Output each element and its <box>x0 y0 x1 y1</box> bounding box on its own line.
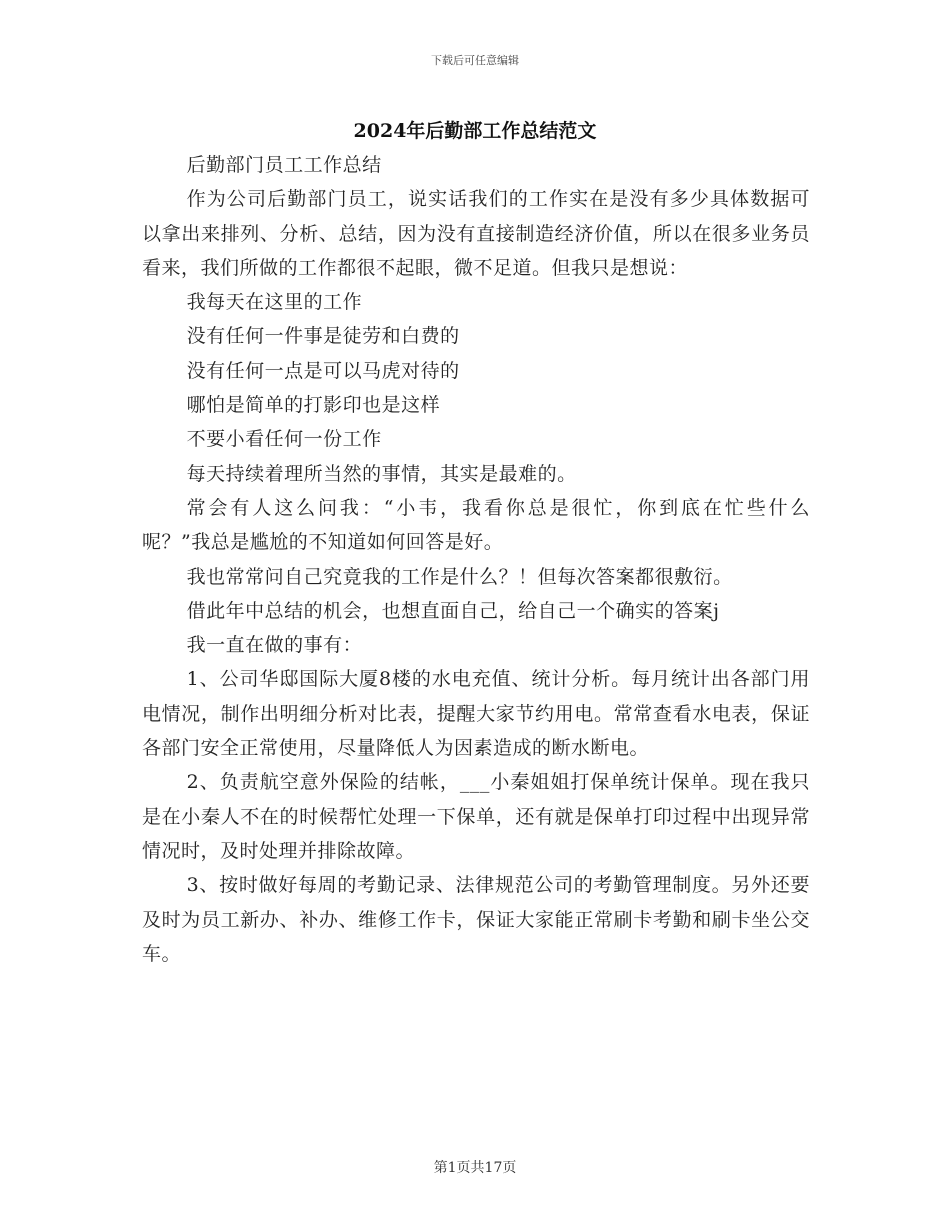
paragraph: 1、公司华邸国际大厦8楼的水电充值、统计分析。每月统计出各部门用电情况，制作出明细分析对比表，提醒大家节约用电。常常查看水电表，保证各部门安全正常使用，尽量降低人为因素造成的断水断电。 <box>142 668 810 760</box>
paragraph: 我一直在做的事有： <box>186 634 363 657</box>
paragraph: 借此年中总结的机会，也想直面自己，给自己一个确实的答案j <box>186 599 720 622</box>
paragraph: 没有任何一件事是徒劳和白费的 <box>186 325 460 348</box>
page-header-note: 下载后可任意编辑 <box>431 54 519 67</box>
paragraph: 没有任何一点是可以马虎对待的 <box>186 359 460 382</box>
paragraph: 每天持续着理所当然的事情，其实是最难的。 <box>186 462 577 485</box>
paragraph: 我每天在这里的工作 <box>186 291 363 314</box>
paragraph: 3、按时做好每周的考勤记录、法律规范公司的考勤管理制度。另外还要及时为员工新办、补办、维修工作卡，保证大家能正常刷卡考勤和刷卡坐公交车。 <box>142 874 810 965</box>
paragraph: 作为公司后勤部门员工，说实话我们的工作实在是没有多少具体数据可以拿出来排列、分析、总结，因为没有直接制造经济价值，所以在很多业务员看来，我们所做的工作都很不起眼，微不足道。但我只是想说： <box>142 188 810 279</box>
paragraph: 我也常常问自己究竟我的工作是什么？！但每次答案都很敷衍。 <box>186 565 733 588</box>
paragraph: 哪怕是简单的打影印也是这样 <box>186 394 441 417</box>
page-number: 第1页共17页 <box>433 1160 517 1176</box>
paragraph: 常会有人这么问我：“小韦，我看你总是很忙，你到底在忙些什么呢？”我总是尴尬的不知道如何回答是好。 <box>142 496 810 554</box>
paragraph: 2、负责航空意外保险的结帐，___小秦姐姐打保单统计保单。现在我只是在小秦人不在的时候帮忙处理一下保单，还有就是保单打印过程中出现异常情况时，及时处理并排除故障。 <box>142 771 810 862</box>
paragraph: 不要小看任何一份工作 <box>186 428 382 451</box>
document-title: 2024年后勤部工作总结范文 <box>353 120 597 142</box>
paragraph: 后勤部门员工工作总结 <box>186 154 382 176</box>
document-body <box>142 148 810 971</box>
